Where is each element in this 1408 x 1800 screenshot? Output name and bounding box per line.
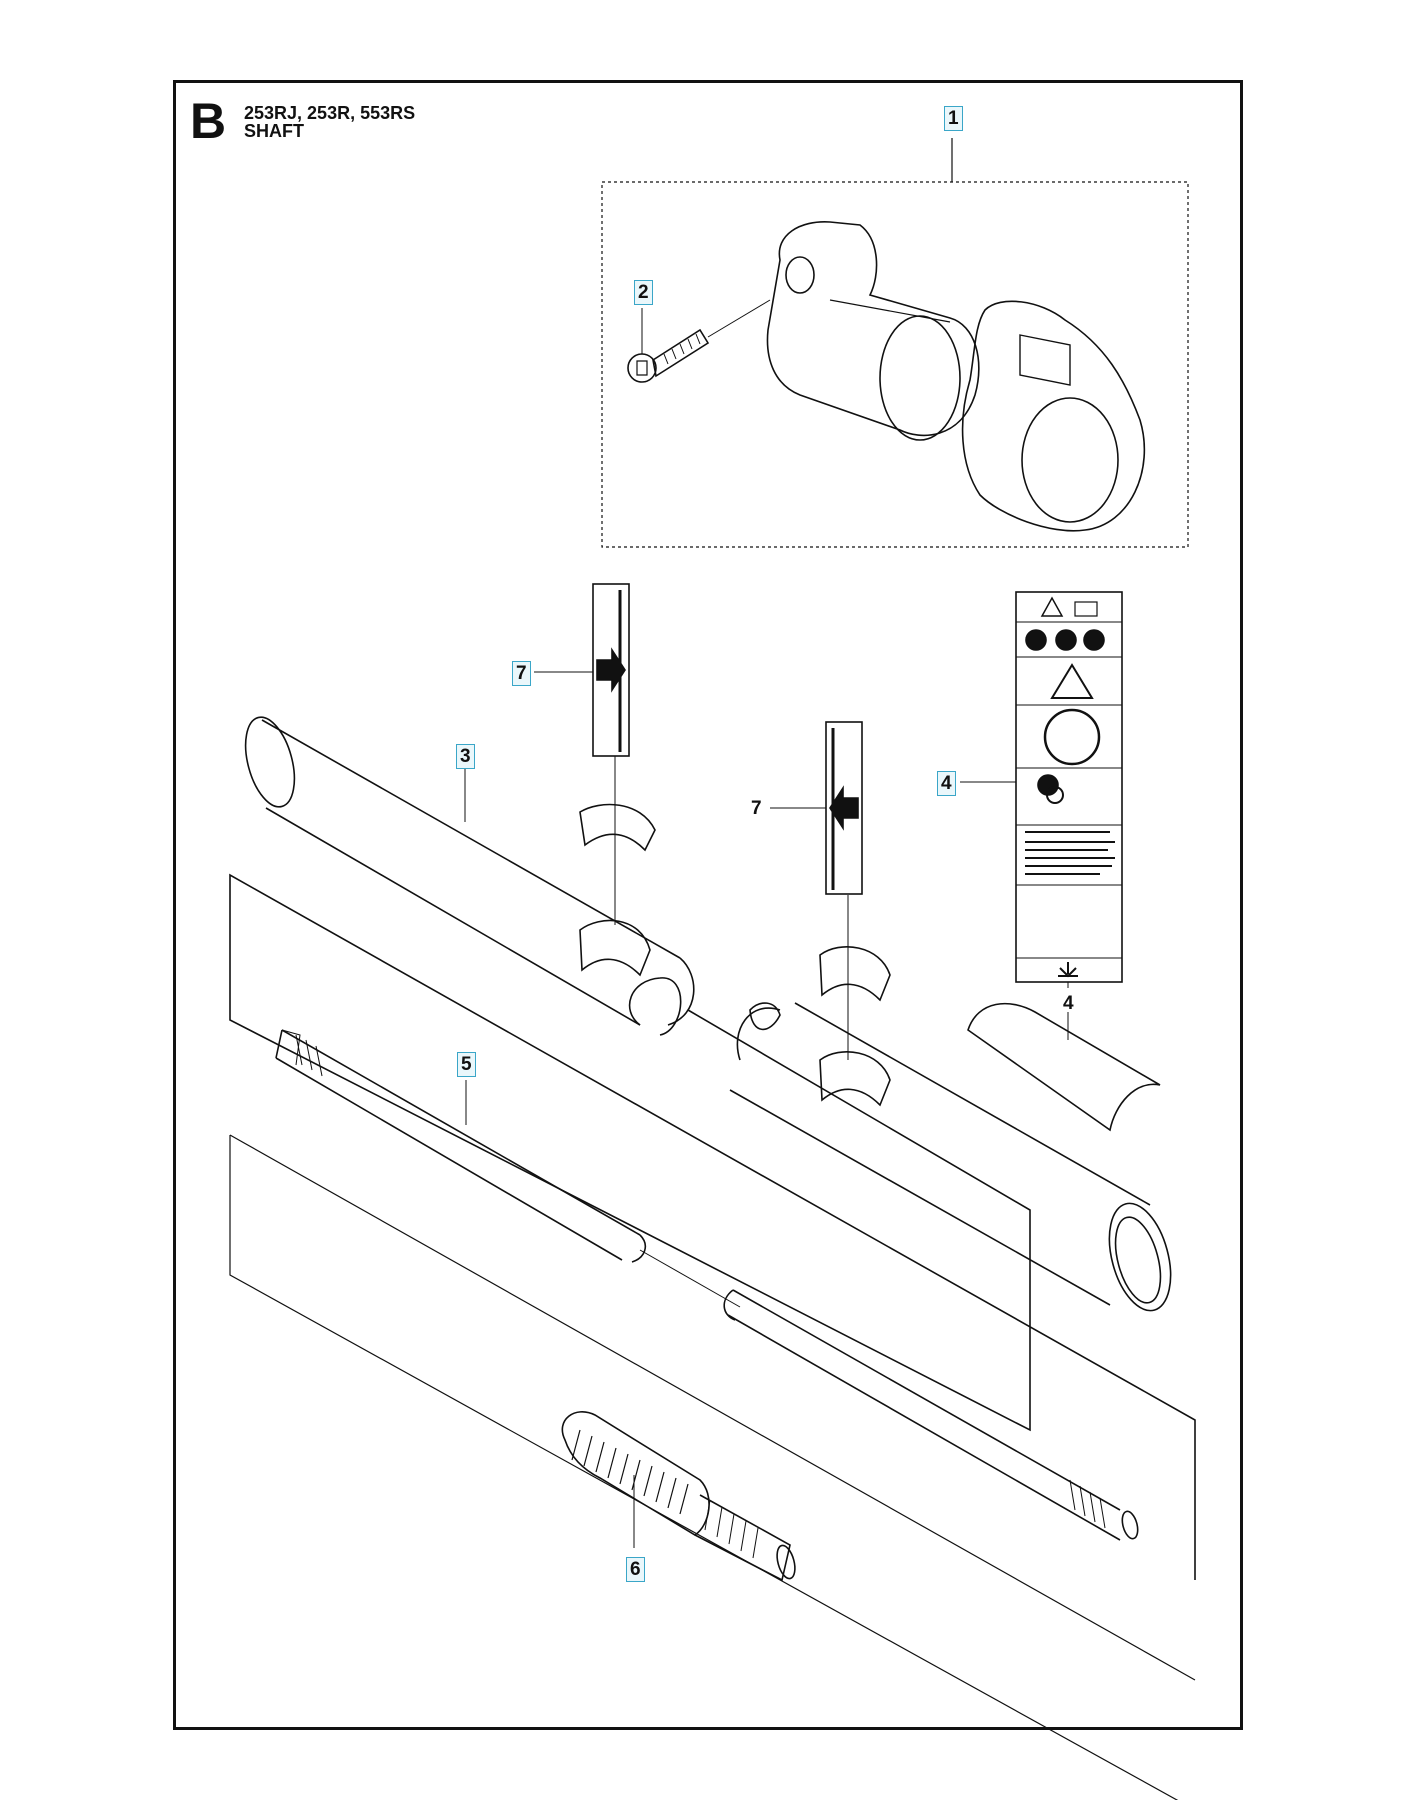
callout-3[interactable]: 3 (456, 744, 475, 769)
callout-7-right: 7 (751, 798, 762, 819)
callout-6[interactable]: 6 (626, 1557, 645, 1582)
diagram-title: SHAFT (244, 121, 304, 141)
callout-2[interactable]: 2 (634, 280, 653, 305)
callout-4-sleeve: 4 (1063, 993, 1074, 1014)
callout-5[interactable]: 5 (457, 1052, 476, 1077)
page-frame (173, 80, 1243, 1730)
section-letter: B (190, 93, 227, 149)
callout-1[interactable]: 1 (944, 106, 963, 131)
callout-7-left[interactable]: 7 (512, 661, 531, 686)
model-list: 253RJ, 253R, 553RS (244, 103, 416, 123)
callout-4-decal[interactable]: 4 (937, 771, 956, 796)
